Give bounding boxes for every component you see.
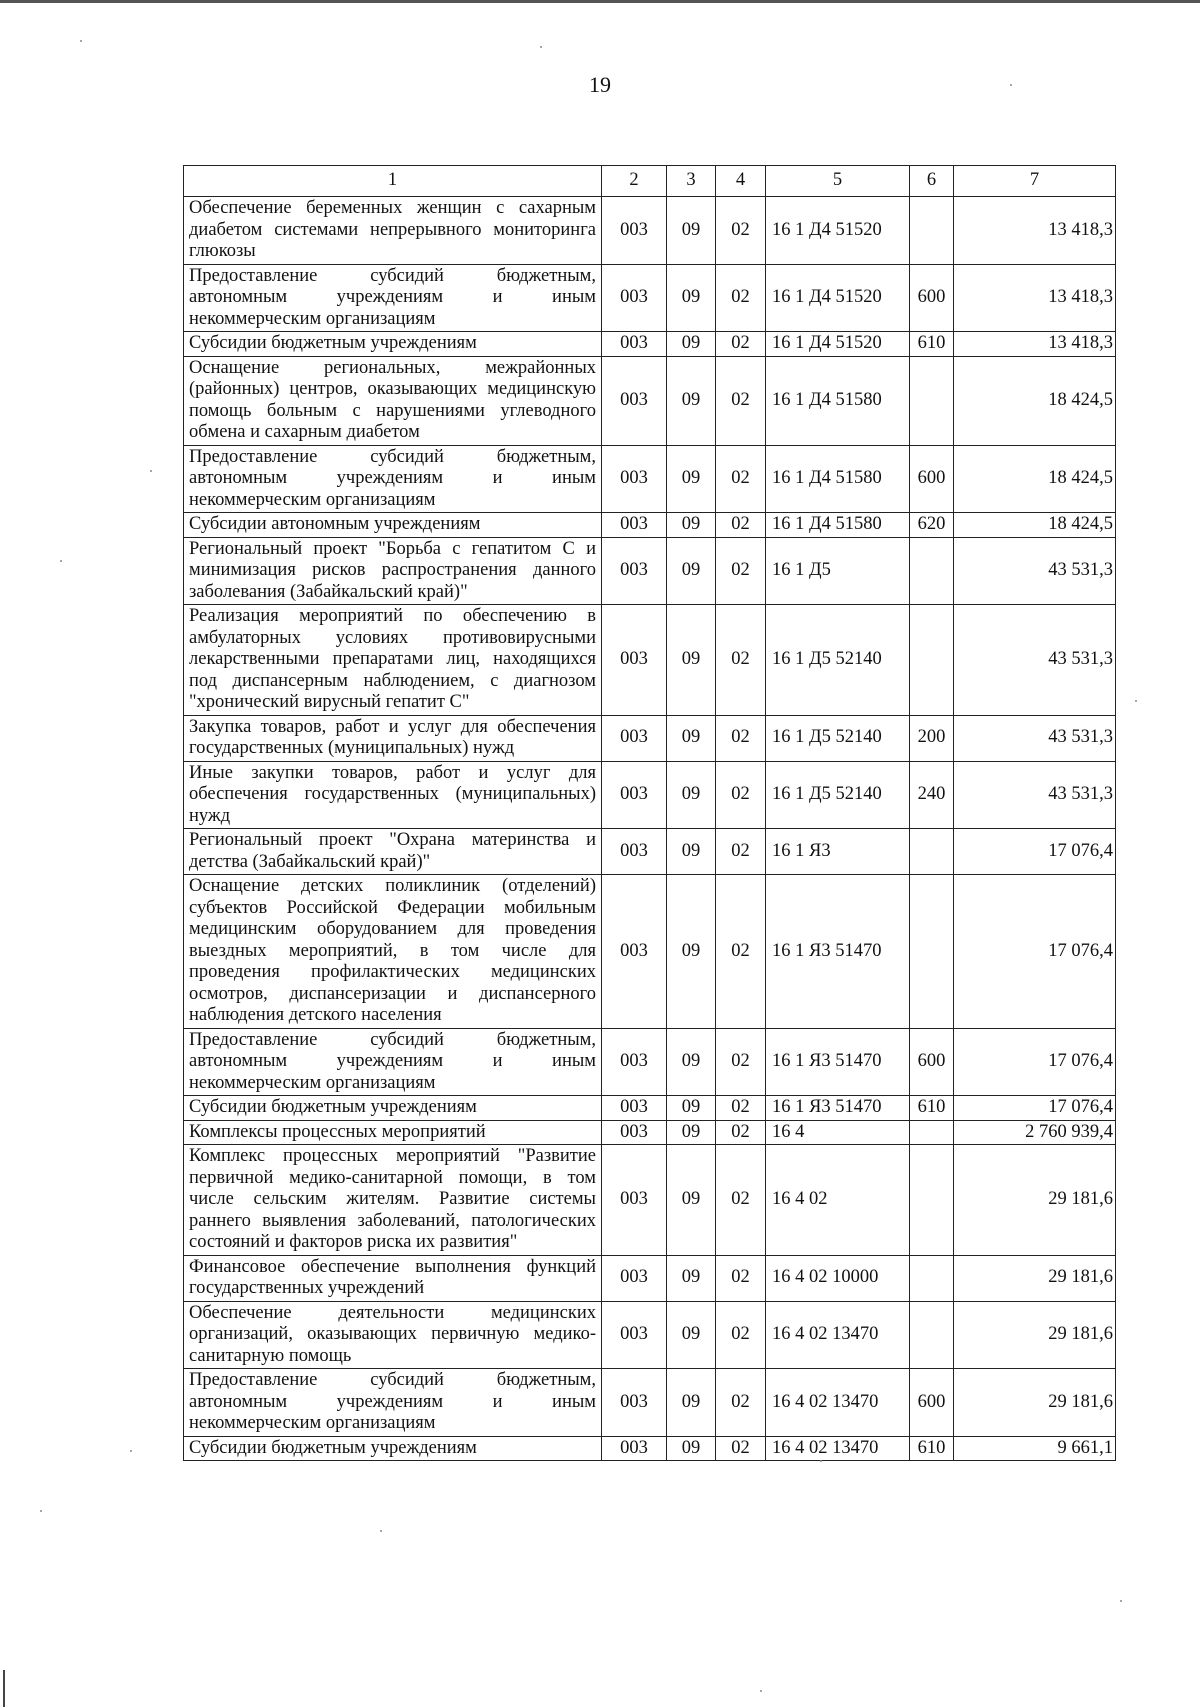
row-section-cell: 09 (667, 1369, 716, 1437)
row-section-cell: 09 (667, 1096, 716, 1121)
row-name-cell: Закупка товаров, работ и услуг для обеспечения государственных (муниципальных) нужд (184, 715, 602, 761)
row-name-cell: Оснащение детских поликлиник (отделений) субъектов Российской Федерации мобильным медицинским оборудованием для проведения выездных мероприятий, в том числе для проведения профилактических медицинских осмотров, диспансеризации и диспансерного наблюдения детского населения (184, 875, 602, 1029)
row-expense-type-cell (910, 537, 954, 605)
row-target-article-cell: 16 4 02 (766, 1145, 910, 1256)
row-name-cell: Предоставление субсидий бюджетным, автономным учреждениям и иным некоммерческим организациям (184, 445, 602, 513)
table-row (184, 513, 1116, 538)
table-row (184, 1301, 1116, 1369)
page-number: 19 (589, 72, 611, 97)
row-section-cell: 09 (667, 1436, 716, 1461)
row-admin-code-cell: 003 (602, 1369, 667, 1437)
scan-speck (80, 40, 82, 42)
row-section-cell: 09 (667, 332, 716, 357)
row-admin-code-cell: 003 (602, 1301, 667, 1369)
row-subsection-cell: 02 (716, 1120, 766, 1145)
row-expense-type-cell: 620 (910, 513, 954, 538)
row-expense-type-cell: 200 (910, 715, 954, 761)
table-row (184, 445, 1116, 513)
row-amount-cell: 17 076,4 (954, 875, 1116, 1029)
header-cell-7: 7 (954, 166, 1116, 197)
row-target-article-cell: 16 4 (766, 1120, 910, 1145)
table-header-row (184, 166, 1116, 197)
row-section-cell: 09 (667, 1120, 716, 1145)
row-amount-cell: 13 418,3 (954, 264, 1116, 332)
scan-speck (1135, 700, 1137, 702)
row-admin-code-cell: 003 (602, 197, 667, 265)
row-target-article-cell: 16 1 Д4 51520 (766, 264, 910, 332)
row-amount-cell: 43 531,3 (954, 537, 1116, 605)
row-expense-type-cell: 610 (910, 332, 954, 357)
row-name-cell: Региональный проект "Борьба с гепатитом С и минимизация рисков распространения данного заболевания (Забайкальский край)" (184, 537, 602, 605)
row-section-cell: 09 (667, 875, 716, 1029)
row-admin-code-cell: 003 (602, 513, 667, 538)
row-name-cell: Обеспечение деятельности медицинских организаций, оказывающих первичную медико-санитарную помощь (184, 1301, 602, 1369)
row-subsection-cell: 02 (716, 875, 766, 1029)
row-target-article-cell: 16 1 Я3 51470 (766, 1028, 910, 1096)
row-subsection-cell: 02 (716, 761, 766, 829)
row-admin-code-cell: 003 (602, 332, 667, 357)
table-row (184, 1369, 1116, 1437)
row-admin-code-cell: 003 (602, 537, 667, 605)
table-row (184, 197, 1116, 265)
row-subsection-cell: 02 (716, 1096, 766, 1121)
row-name-cell: Субсидии автономным учреждениям (184, 513, 602, 538)
row-expense-type-cell (910, 197, 954, 265)
table-row (184, 715, 1116, 761)
row-subsection-cell: 02 (716, 1145, 766, 1256)
row-target-article-cell: 16 1 Д5 52140 (766, 715, 910, 761)
row-expense-type-cell (910, 605, 954, 716)
row-amount-cell: 29 181,6 (954, 1255, 1116, 1301)
scan-speck (1010, 84, 1012, 86)
table-row (184, 537, 1116, 605)
row-admin-code-cell: 003 (602, 715, 667, 761)
row-subsection-cell: 02 (716, 1369, 766, 1437)
row-expense-type-cell: 600 (910, 1369, 954, 1437)
row-admin-code-cell: 003 (602, 1255, 667, 1301)
scan-edge-mark (3, 1670, 5, 1707)
row-target-article-cell: 16 4 02 13470 (766, 1436, 910, 1461)
table-row (184, 1028, 1116, 1096)
row-section-cell: 09 (667, 1255, 716, 1301)
scan-speck (760, 1690, 762, 1692)
header-cell-5: 5 (766, 166, 910, 197)
row-name-cell: Комплексы процессных мероприятий (184, 1120, 602, 1145)
header-cell-1: 1 (184, 166, 602, 197)
table-row (184, 829, 1116, 875)
row-subsection-cell: 02 (716, 1301, 766, 1369)
header-cell-3: 3 (667, 166, 716, 197)
row-target-article-cell: 16 1 Я3 51470 (766, 875, 910, 1029)
row-name-cell: Финансовое обеспечение выполнения функций государственных учреждений (184, 1255, 602, 1301)
row-amount-cell: 18 424,5 (954, 356, 1116, 445)
row-name-cell: Предоставление субсидий бюджетным, автономным учреждениям и иным некоммерческим организациям (184, 264, 602, 332)
row-expense-type-cell: 240 (910, 761, 954, 829)
row-target-article-cell: 16 1 Д4 51580 (766, 445, 910, 513)
row-section-cell: 09 (667, 537, 716, 605)
row-section-cell: 09 (667, 761, 716, 829)
table-row (184, 264, 1116, 332)
row-amount-cell: 43 531,3 (954, 605, 1116, 716)
scan-speck (820, 1460, 822, 1462)
row-amount-cell: 29 181,6 (954, 1301, 1116, 1369)
row-expense-type-cell: 600 (910, 1028, 954, 1096)
row-name-cell: Субсидии бюджетным учреждениям (184, 332, 602, 357)
row-expense-type-cell: 610 (910, 1096, 954, 1121)
row-admin-code-cell: 003 (602, 1436, 667, 1461)
row-subsection-cell: 02 (716, 356, 766, 445)
row-section-cell: 09 (667, 197, 716, 265)
row-subsection-cell: 02 (716, 1436, 766, 1461)
row-section-cell: 09 (667, 1145, 716, 1256)
row-name-cell: Иные закупки товаров, работ и услуг для обеспечения государственных (муниципальных) нужд (184, 761, 602, 829)
row-expense-type-cell: 610 (910, 1436, 954, 1461)
row-subsection-cell: 02 (716, 1255, 766, 1301)
table-row (184, 1436, 1116, 1461)
row-expense-type-cell: 600 (910, 445, 954, 513)
row-expense-type-cell (910, 1145, 954, 1256)
row-subsection-cell: 02 (716, 829, 766, 875)
row-amount-cell: 2 760 939,4 (954, 1120, 1116, 1145)
scan-speck (130, 1450, 132, 1452)
row-admin-code-cell: 003 (602, 1096, 667, 1121)
table-row (184, 1096, 1116, 1121)
row-amount-cell: 17 076,4 (954, 829, 1116, 875)
header-cell-4: 4 (716, 166, 766, 197)
row-amount-cell: 13 418,3 (954, 197, 1116, 265)
row-target-article-cell: 16 1 Я3 (766, 829, 910, 875)
row-section-cell: 09 (667, 605, 716, 716)
row-subsection-cell: 02 (716, 445, 766, 513)
row-section-cell: 09 (667, 513, 716, 538)
table-row (184, 356, 1116, 445)
row-section-cell: 09 (667, 1028, 716, 1096)
row-section-cell: 09 (667, 264, 716, 332)
row-admin-code-cell: 003 (602, 264, 667, 332)
row-expense-type-cell (910, 829, 954, 875)
row-amount-cell: 29 181,6 (954, 1145, 1116, 1256)
row-name-cell: Субсидии бюджетным учреждениям (184, 1436, 602, 1461)
table-body (184, 166, 1116, 1461)
row-name-cell: Предоставление субсидий бюджетным, автономным учреждениям и иным некоммерческим организациям (184, 1028, 602, 1096)
row-target-article-cell: 16 1 Д5 52140 (766, 761, 910, 829)
row-amount-cell: 18 424,5 (954, 513, 1116, 538)
row-amount-cell: 43 531,3 (954, 715, 1116, 761)
table-row (184, 875, 1116, 1029)
table-row (184, 332, 1116, 357)
row-name-cell: Субсидии бюджетным учреждениям (184, 1096, 602, 1121)
row-target-article-cell: 16 4 02 10000 (766, 1255, 910, 1301)
row-target-article-cell: 16 1 Д4 51580 (766, 513, 910, 538)
row-target-article-cell: 16 1 Д4 51520 (766, 332, 910, 357)
scan-speck (60, 560, 62, 562)
row-expense-type-cell (910, 1120, 954, 1145)
row-admin-code-cell: 003 (602, 356, 667, 445)
row-target-article-cell: 16 1 Д4 51580 (766, 356, 910, 445)
row-subsection-cell: 02 (716, 1028, 766, 1096)
table-row (184, 1145, 1116, 1256)
row-name-cell: Комплекс процессных мероприятий "Развитие первичной медико-санитарной помощи, в том числе сельским жителям. Развитие системы раннего выявления заболеваний, патологических состояний и факторов риска их развития" (184, 1145, 602, 1256)
row-amount-cell: 9 661,1 (954, 1436, 1116, 1461)
row-admin-code-cell: 003 (602, 605, 667, 716)
row-subsection-cell: 02 (716, 513, 766, 538)
row-admin-code-cell: 003 (602, 829, 667, 875)
row-target-article-cell: 16 1 Д4 51520 (766, 197, 910, 265)
row-subsection-cell: 02 (716, 332, 766, 357)
row-name-cell: Оснащение региональных, межрайонных (районных) центров, оказывающих медицинскую помощь больным с нарушениями углеводного обмена и сахарным диабетом (184, 356, 602, 445)
scan-speck (540, 46, 542, 48)
row-target-article-cell: 16 1 Я3 51470 (766, 1096, 910, 1121)
row-amount-cell: 13 418,3 (954, 332, 1116, 357)
scan-speck (150, 470, 152, 472)
scan-speck (380, 1530, 382, 1532)
row-admin-code-cell: 003 (602, 1120, 667, 1145)
table-row (184, 1255, 1116, 1301)
header-cell-6: 6 (910, 166, 954, 197)
row-subsection-cell: 02 (716, 264, 766, 332)
header-cell-2: 2 (602, 166, 667, 197)
row-name-cell: Обеспечение беременных женщин с сахарным диабетом системами непрерывного мониторинга глюкозы (184, 197, 602, 265)
row-amount-cell: 17 076,4 (954, 1096, 1116, 1121)
table-row (184, 761, 1116, 829)
row-amount-cell: 43 531,3 (954, 761, 1116, 829)
row-section-cell: 09 (667, 356, 716, 445)
budget-table (183, 165, 1116, 1461)
row-subsection-cell: 02 (716, 715, 766, 761)
scan-edge-line (0, 0, 1200, 3)
row-subsection-cell: 02 (716, 605, 766, 716)
row-subsection-cell: 02 (716, 197, 766, 265)
row-amount-cell: 29 181,6 (954, 1369, 1116, 1437)
row-section-cell: 09 (667, 1301, 716, 1369)
scan-speck (40, 1510, 42, 1512)
row-target-article-cell: 16 4 02 13470 (766, 1369, 910, 1437)
row-admin-code-cell: 003 (602, 1028, 667, 1096)
row-name-cell: Региональный проект "Охрана материнства и детства (Забайкальский край)" (184, 829, 602, 875)
row-target-article-cell: 16 1 Д5 52140 (766, 605, 910, 716)
row-admin-code-cell: 003 (602, 875, 667, 1029)
table-row (184, 605, 1116, 716)
row-admin-code-cell: 003 (602, 1145, 667, 1256)
row-amount-cell: 17 076,4 (954, 1028, 1116, 1096)
row-expense-type-cell (910, 356, 954, 445)
row-section-cell: 09 (667, 715, 716, 761)
row-expense-type-cell (910, 1255, 954, 1301)
row-target-article-cell: 16 1 Д5 (766, 537, 910, 605)
row-admin-code-cell: 003 (602, 445, 667, 513)
row-name-cell: Реализация мероприятий по обеспечению в амбулаторных условиях противовирусными лекарственными препаратами лиц, находящихся под диспансерным наблюдением, с диагнозом "хронический вирусный гепатит С" (184, 605, 602, 716)
table-row (184, 1120, 1116, 1145)
scan-speck (1120, 1600, 1122, 1602)
row-name-cell: Предоставление субсидий бюджетным, автономным учреждениям и иным некоммерческим организациям (184, 1369, 602, 1437)
row-target-article-cell: 16 4 02 13470 (766, 1301, 910, 1369)
row-section-cell: 09 (667, 445, 716, 513)
row-amount-cell: 18 424,5 (954, 445, 1116, 513)
row-subsection-cell: 02 (716, 537, 766, 605)
row-expense-type-cell (910, 1301, 954, 1369)
row-expense-type-cell (910, 875, 954, 1029)
row-section-cell: 09 (667, 829, 716, 875)
row-admin-code-cell: 003 (602, 761, 667, 829)
row-expense-type-cell: 600 (910, 264, 954, 332)
